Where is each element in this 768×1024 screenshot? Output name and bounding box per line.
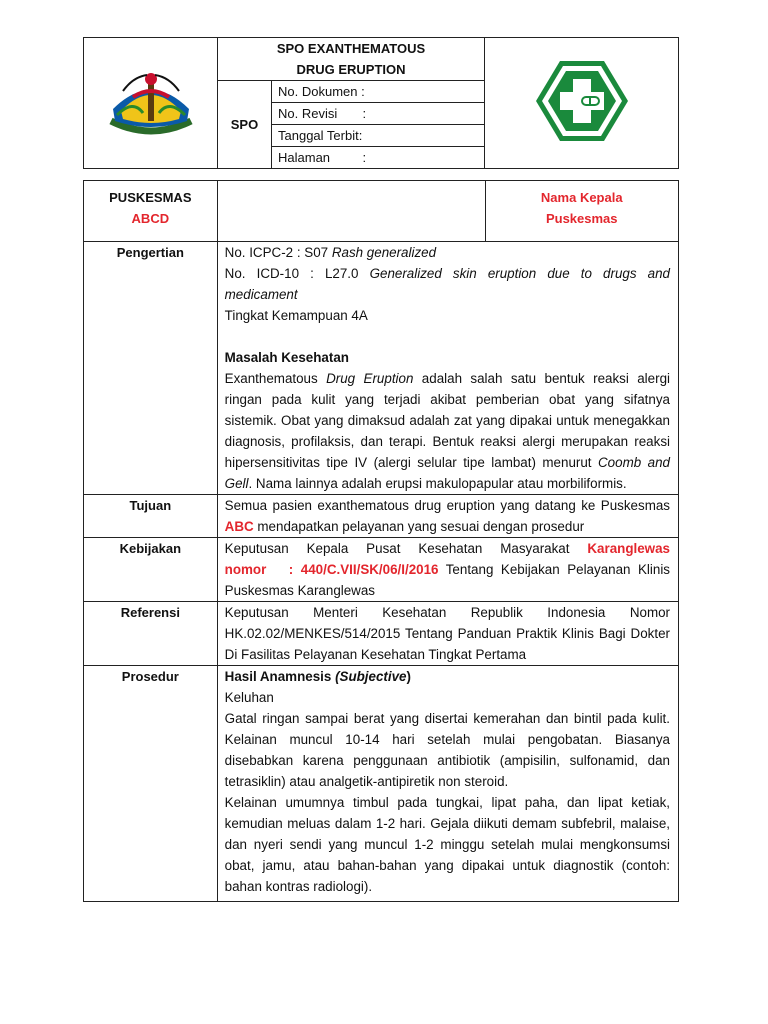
left-logo-cell	[84, 38, 218, 169]
kebijakan-content: Keputusan Kepala Pusat Kesehatan Masyarakat Karanglewas nomor : 440/C.VII/SK/06/I/2016 Tentang Kebijakan Pelayanan Klinis Puskesmas Karanglewas	[217, 538, 678, 602]
label-referensi: Referensi	[84, 602, 218, 666]
head-name-cell	[485, 181, 679, 242]
organization-cell	[84, 181, 218, 242]
right-logo-cell	[485, 38, 679, 169]
masalah-paragraph: Exanthematous Drug Eruption adalah salah satu bentuk reaksi alergi ringan pada kulit yang terjadi akibat pemberian obat yang sifatnya sistemik. Obat yang dimaksud adalah zat yang dipakai untuk menegakkan diagnosis, profilaksis, dan terapi. Bentuk reaksi alergi merupakan reaksi hipersensitivitas tipe IV (alergi selular tipe lambat) menurut Coomb and Gell. Nama lainnya adalah erupsi makulopapular atau morbiliformis.	[224, 371, 671, 491]
label-prosedur: Prosedur	[84, 666, 218, 902]
signature-blank	[217, 181, 485, 242]
head-title-line2: Puskesmas	[545, 211, 618, 226]
masalah-title: Masalah Kesehatan	[224, 350, 349, 365]
issue-date-field: Tanggal Terbit:	[272, 125, 485, 147]
keluhan-paragraph-1: Gatal ringan sampai berat yang disertai kemerahan dan bintil pada kulit. Kelainan muncul 10-14 hari setelah mulai pengobatan. Biasanya disebabkan karena penggunaan antibiotik (ampisilin, sulfonamid, dan tetrasiklin) atau analgetik-antipiretik non steroid.	[224, 711, 670, 789]
organization-code: ABCD	[131, 211, 170, 226]
label-pengertian: Pengertian	[84, 242, 218, 495]
label-tujuan: Tujuan	[84, 495, 218, 538]
label-kebijakan: Kebijakan	[84, 538, 218, 602]
tujuan-content: Semua pasien exanthematous drug eruption yang datang ke Puskesmas ABC mendapatkan pelayanan yang sesuai dengan prosedur	[217, 495, 678, 538]
head-title-line1: Nama Kepala	[540, 190, 623, 205]
icpc-code: No. ICPC-2 : S07 Rash generalized	[224, 245, 437, 260]
header-table	[83, 37, 679, 169]
keluhan-heading: Keluhan	[224, 690, 274, 705]
pengertian-content	[217, 242, 678, 495]
prosedur-title: Hasil Anamnesis (Subjective)	[224, 669, 411, 684]
revision-field: No. Revisi :	[272, 103, 485, 125]
keluhan-paragraph-2: Kelainan umumnya timbul pada tungkai, lipat paha, dan lipat ketiak, kemudian meluas dalam 1-2 hari. Gejala diikuti demam subfebril, malaise, dan nyeri sendi yang muncul 1-2 minggu setelah mulai mengkonsumsi obat, jamu, atau bahan-bahan yang dipakai untuk diagnostik (contoh: bahan kontras radiologi).	[224, 795, 670, 894]
competency-level: Tingkat Kemampuan 4A	[224, 308, 368, 323]
icd-code: No. ICD-10 : L27.0 Generalized skin eruption due to drugs and medicament	[224, 266, 670, 302]
referensi-content: Keputusan Menteri Kesehatan Republik Indonesia Nomor HK.02.02/MENKES/514/2015 Tentang Panduan Praktik Klinis Bagi Dokter Di Fasilitas Pelayanan Kesehatan Tingkat Pertama	[217, 602, 678, 666]
organization-name: PUSKESMAS	[109, 190, 192, 205]
content-table	[83, 180, 679, 902]
puskesmas-cross-icon	[534, 59, 630, 143]
page-field: Halaman :	[272, 147, 485, 169]
prosedur-content	[217, 666, 678, 902]
doc-number-field: No. Dokumen :	[272, 81, 485, 103]
regency-emblem-icon	[103, 63, 199, 139]
spo-label: SPO	[218, 81, 272, 169]
document-title: SPO EXANTHEMATOUS DRUG ERUPTION	[218, 38, 485, 81]
